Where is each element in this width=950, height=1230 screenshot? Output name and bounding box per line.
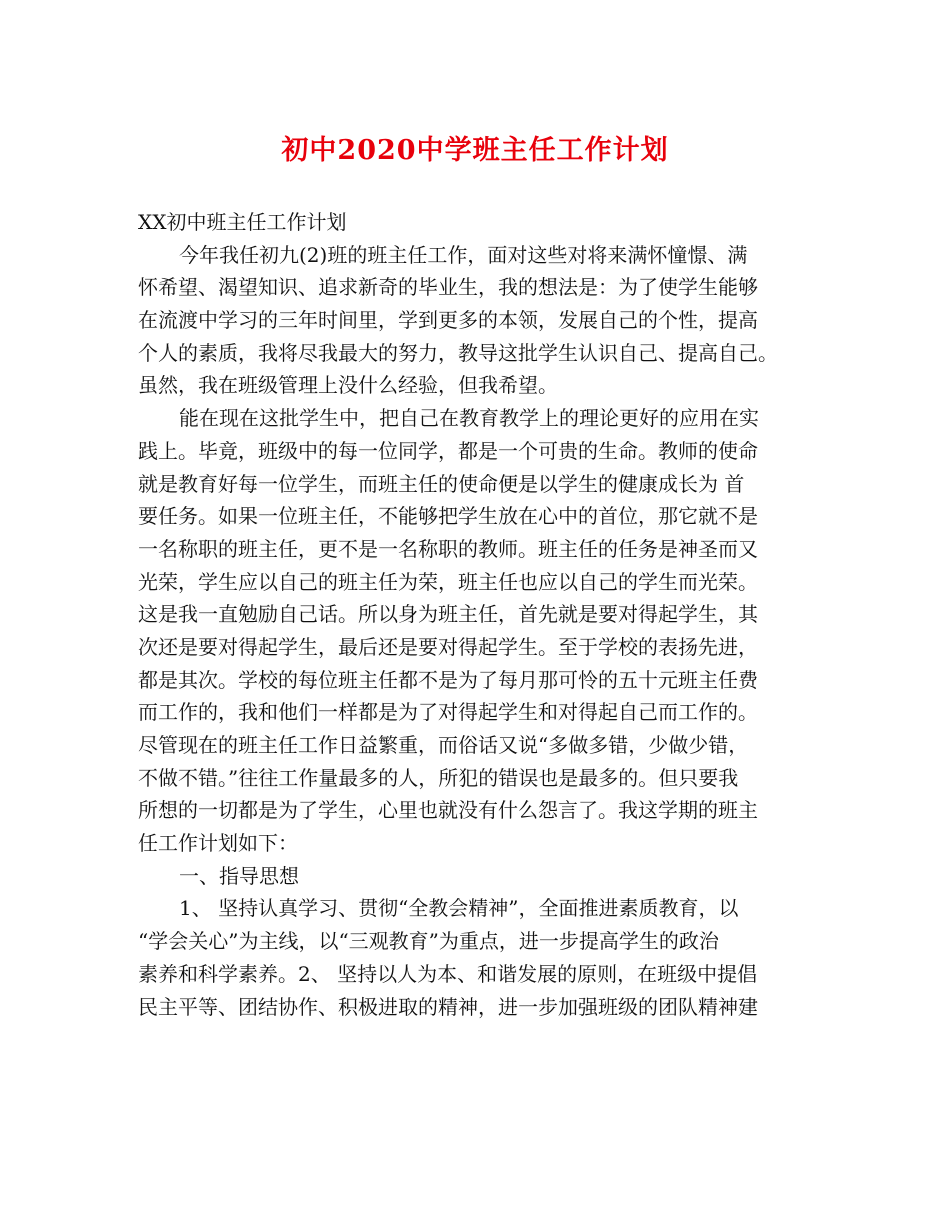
text-line: 践上。毕竟，班级中的每一位同学，都是一个可贵的生命。教师的使命	[138, 438, 758, 463]
text-line: “学会关心”为主线，以“三观教育”为重点，进一步提高学生的政治	[138, 929, 719, 954]
text-line: 一、指导思想	[179, 863, 299, 888]
text-line: 一名称职的班主任，更不是一名称职的教师。班主任的任务是神圣而又	[138, 536, 758, 561]
text-line: 不做不错。”往往工作量最多的人，所犯的错误也是最多的。但只要我	[138, 765, 739, 790]
text-line: 1、 坚持认真学习、贯彻“全教会精神”，全面推进素质教育，以	[179, 896, 739, 921]
text-line: 就是教育好每一位学生，而班主任的使命便是以学生的健康成长为 首	[138, 471, 745, 496]
text-line: 光荣，学生应以自己的班主任为荣，班主任也应以自己的学生而光荣。	[138, 569, 758, 594]
text-line: 都是其次。学校的每位班主任都不是为了每月那可怜的五十元班主任费	[138, 667, 758, 692]
text-line: 要任务。如果一位班主任，不能够把学生放在心中的首位，那它就不是	[138, 504, 758, 529]
text-line: 民主平等、团结协作、积极进取的精神，进一步加强班级的团队精神建	[138, 994, 758, 1019]
text-line: 所想的一切都是为了学生，心里也就没有什么怨言了。我这学期的班主	[138, 798, 758, 823]
text-line: 今年我任初九(2)班的班主任工作，面对这些对将来满怀憧憬、满	[179, 242, 748, 267]
document-body	[138, 206, 838, 1023]
text-line: 能在现在这批学生中，把自己在教育教学上的理论更好的应用在实	[179, 406, 759, 431]
text-line: 在流渡中学习的三年时间里，学到更多的本领，发展自己的个性，提高	[138, 308, 758, 333]
text-line: 个人的素质，我将尽我最大的努力，教导这批学生认识自己、提高自己。	[138, 340, 778, 365]
text-line: 尽管现在的班主任工作日益繁重，而俗话又说“多做多错，少做少错，	[138, 733, 749, 757]
document-title: 初中2020中学班主任工作计划	[281, 135, 669, 166]
text-line: 而工作的，我和他们一样都是为了对得起学生和对得起自己而工作的。	[138, 700, 758, 725]
text-line: 虽然，我在班级管理上没什么经验，但我希望。	[138, 373, 558, 398]
text-line: 怀希望、渴望知识、追求新奇的毕业生，我的想法是：为了使学生能够	[138, 275, 758, 300]
text-line: 次还是要对得起学生，最后还是要对得起学生。至于学校的表扬先进，	[138, 634, 758, 659]
text-line: 素养和科学素养。2、 坚持以人为本、和谐发展的原则，在班级中提倡	[138, 961, 758, 986]
text-line: XX初中班主任工作计划	[138, 210, 347, 234]
text-line: 这是我一直勉励自己话。所以身为班主任，首先就是要对得起学生，其	[138, 602, 758, 627]
text-line: 任工作计划如下：	[138, 831, 298, 856]
